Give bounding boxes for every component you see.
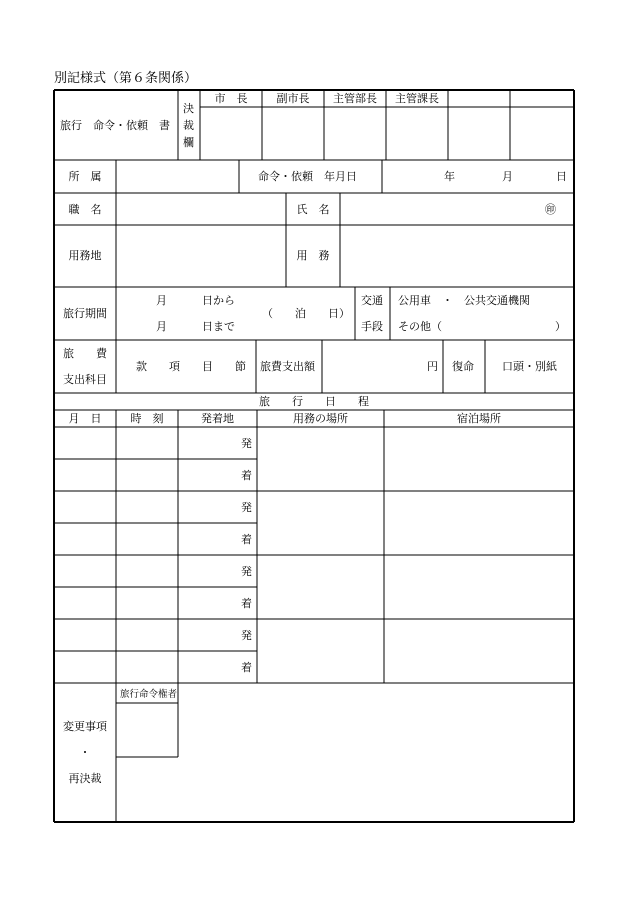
travel-authority-label: 旅行命令権者: [120, 689, 178, 700]
date-day: 日: [556, 170, 567, 183]
approval-label-3: 欄: [183, 136, 194, 149]
approval-role-dept-head: 主管部長: [333, 92, 377, 105]
changes-label-1: 変更事項: [63, 720, 107, 733]
itinerary-header-date: 月 日: [68, 412, 102, 425]
period-label: 旅行期間: [63, 307, 107, 320]
approval-label-1: 決: [183, 102, 194, 115]
period-to-day: 日まで: [202, 320, 235, 333]
itinerary-marker: 発: [241, 437, 252, 450]
budget-items-label: 款 項 目 節: [136, 360, 246, 373]
transport-option-other: その他（: [398, 320, 442, 333]
destination-label: 用務地: [68, 249, 102, 262]
report-label: 復命: [452, 360, 474, 373]
name-label: 氏 名: [296, 203, 330, 216]
itinerary-header-time: 時 刻: [130, 412, 164, 425]
form-title: 旅行 命令・依頼 書: [60, 119, 170, 132]
approval-label-2: 裁: [183, 119, 194, 132]
transport-option-public: 公用車 ・ 公共交通機関: [398, 294, 530, 307]
expense-label-2: 支出科目: [63, 373, 107, 386]
position-label: 職 名: [68, 203, 102, 216]
form-heading: 別記様式（第６条関係）: [54, 71, 198, 86]
itinerary-header-lodging: 宿泊場所: [457, 412, 501, 425]
seal-mark: ㊞: [545, 203, 556, 216]
expense-label-1: 旅 費: [63, 347, 107, 360]
itinerary-marker: 発: [241, 501, 252, 514]
itinerary-marker: 発: [241, 629, 252, 642]
amount-label: 旅費支出額: [260, 360, 315, 373]
approval-role-section-head: 主管課長: [395, 92, 439, 105]
approval-role-vice-mayor: 副市長: [276, 92, 310, 105]
itinerary-title: 旅 行 日 程: [259, 395, 369, 408]
approval-role-mayor: 市 長: [214, 92, 248, 105]
period-from-day: 日から: [202, 294, 235, 307]
transport-option-close: ）: [555, 320, 566, 333]
changes-label-3: 再決裁: [68, 772, 102, 785]
itinerary-marker: 着: [241, 597, 252, 610]
itinerary-marker: 着: [241, 469, 252, 482]
date-month: 月: [502, 170, 513, 183]
period-from-month: 月: [156, 294, 167, 307]
report-options: 口頭・別紙: [502, 360, 557, 373]
transport-label-1: 交通: [361, 294, 383, 307]
period-to-month: 月: [156, 320, 167, 333]
yen-unit: 円: [427, 360, 438, 373]
changes-label-2: ・: [79, 746, 91, 759]
affiliation-label: 所 属: [68, 170, 102, 183]
itinerary-marker: 着: [241, 533, 252, 546]
business-label: 用 務: [296, 249, 330, 262]
transport-label-2: 手段: [361, 320, 383, 333]
itinerary-marker: 発: [241, 565, 252, 578]
order-date-label: 命令・依頼 年月日: [258, 170, 357, 183]
itinerary-marker: 着: [241, 661, 252, 674]
itinerary-header-business-place: 用務の場所: [293, 412, 348, 425]
period-nights: （ 泊 日）: [262, 307, 350, 320]
itinerary-header-depart-arrive: 発着地: [201, 412, 234, 425]
date-year: 年: [444, 170, 455, 183]
